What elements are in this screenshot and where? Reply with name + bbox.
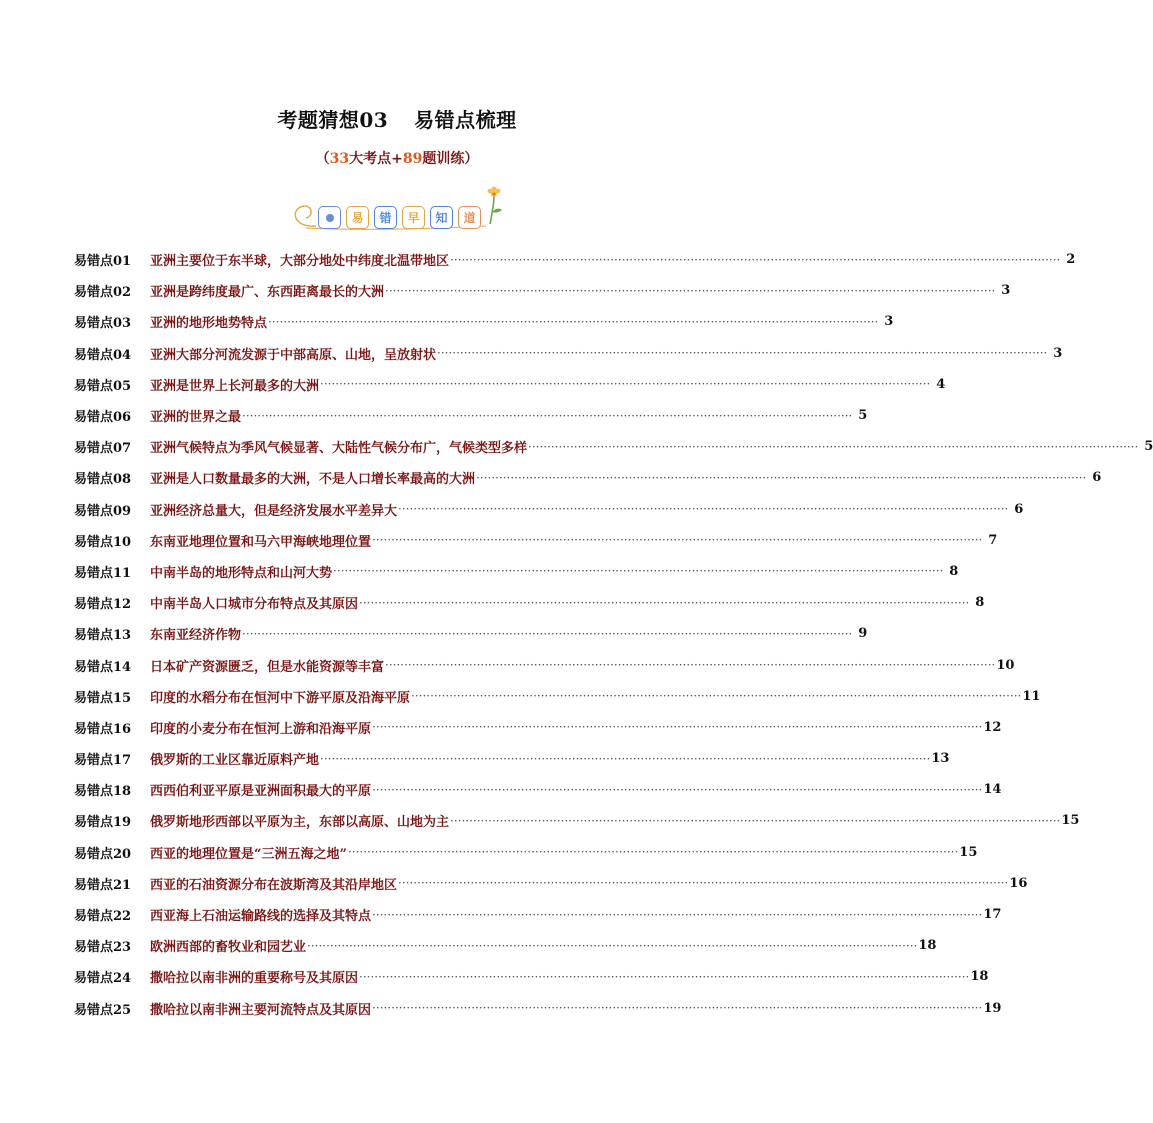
toc-entry-title[interactable]: 亚洲是人口数量最多的大洲，不是人口增长率最高的大洲 [150,472,476,488]
flower-icon [488,187,502,224]
subtitle-open: （ [315,151,330,167]
badge-char: 知 [430,206,453,229]
badge-char: 道 [458,206,481,229]
toc-entry-title[interactable]: 西亚海上石油运输路线的选择及其特点 [150,909,372,925]
toc-leader-dots: ································································································································································ [320,751,931,766]
toc-entry-title[interactable]: 亚洲经济总量大，但是经济发展水平差异大 [150,503,398,519]
toc-leader-dots: ································································································································································ [372,533,983,548]
title-right: 易错点梳理 [414,108,517,132]
toc-entry-page: 14 [983,782,1002,798]
toc-entry-page: 19 [983,1000,1002,1016]
toc-entry[interactable] [74,462,1102,493]
toc-leader-dots: ································································································································································ [242,408,853,423]
toc-entry[interactable] [74,993,1002,1024]
toc-leader-dots: ································································································································································ [476,470,1087,485]
toc-entry[interactable] [74,868,1028,899]
toc-entry[interactable] [74,244,1076,275]
toc-entry-label: 易错点12 [74,597,132,613]
toc-entry-title[interactable]: 亚洲的世界之最 [150,410,242,426]
toc-entry-label: 易错点22 [74,909,132,925]
toc-leader-dots: ································································································································································ [411,689,1022,704]
badge-char: 易 [346,206,369,229]
toc-entry-title[interactable]: 中南半岛人口城市分布特点及其原因 [150,597,359,613]
toc-entry-label: 易错点24 [74,971,132,987]
toc-leader-dots: ································································································································································ [320,377,931,392]
toc-entry-page: 7 [988,532,998,548]
toc-entry-title[interactable]: 亚洲是世界上长河最多的大洲 [150,378,320,394]
toc-entry-title[interactable]: 亚洲主要位于东半球，大部分地处中纬度北温带地区 [150,254,450,270]
toc-entry-label: 易错点25 [74,1002,132,1018]
toc-entry-page: 6 [1092,470,1102,486]
toc-entry-page: 17 [983,907,1002,923]
toc-entry-label: 易错点18 [74,784,132,800]
toc-entry-page: 12 [983,719,1002,735]
toc-entry-page: 6 [1014,501,1024,517]
toc-entry[interactable] [74,774,1002,805]
toc-entry-page: 2 [1066,252,1076,268]
toc-entry[interactable] [74,369,946,400]
page-title [0,104,794,133]
toc-entry[interactable] [74,899,1002,930]
toc-entry-title[interactable]: 西亚的地理位置是“三洲五海之地” [150,846,347,862]
toc-entry-label: 易错点21 [74,877,132,893]
toc-leader-dots: ································································································································································ [398,502,1009,517]
toc-leader-dots: ································································································································································ [268,314,879,329]
toc-entry-page: 3 [1053,345,1063,361]
toc-entry[interactable] [74,712,1002,743]
toc-entry-title[interactable]: 印度的小麦分布在恒河上游和沿海平原 [150,721,372,737]
toc-leader-dots: ································································································································································ [242,626,853,641]
toc-entry-page: 11 [1022,688,1041,704]
toc-entry-page: 10 [996,657,1015,673]
toc-leader-dots: ································································································································································ [385,658,996,673]
toc-entry-label: 易错点19 [74,815,132,831]
toc-entry[interactable] [74,930,937,961]
toc-leader-dots: ································································································································································ [385,283,996,298]
toc-entry-label: 易错点11 [74,565,132,581]
toc-entry[interactable] [74,681,1041,712]
toc-entry-page: 15 [1061,813,1080,829]
circle-icon [326,214,334,222]
toc-leader-dots: ································································································································································ [372,1001,983,1016]
toc-entry[interactable] [74,556,959,587]
toc-entry[interactable] [74,400,868,431]
toc-entry-label: 易错点14 [74,659,132,675]
toc-entry-title[interactable]: 东南亚地理位置和马六甲海峡地理位置 [150,534,372,550]
toc-entry-label: 易错点06 [74,410,132,426]
toc-entry-page: 5 [1144,439,1153,455]
toc-leader-dots: ································································································································································ [333,564,944,579]
toc-leader-dots: ································································································································································ [450,813,1061,828]
toc-entry-label: 易错点23 [74,940,132,956]
toc-entry-title[interactable]: 俄罗斯的工业区靠近原料产地 [150,753,320,769]
toc-entry-label: 易错点10 [74,534,132,550]
toc-entry-page: 16 [1009,875,1028,891]
toc-entry-title[interactable]: 西亚的石油资源分布在波斯湾及其沿岸地区 [150,877,398,893]
toc-leader-dots: ································································································································································ [437,346,1048,361]
toc-entry[interactable] [74,306,894,337]
subtitle-mid: 大考点+ [349,151,403,167]
toc-entry[interactable] [74,494,1024,525]
toc-entry-label: 易错点20 [74,846,132,862]
toc-entry-title[interactable]: 亚洲气候特点为季风气候显著、大陆性气候分布广，气候类型多样 [150,441,528,457]
toc-entry[interactable] [74,275,1011,306]
toc-entry-label: 易错点15 [74,690,132,706]
toc-entry-title[interactable]: 东南亚经济作物 [150,628,242,644]
toc-entry-page: 15 [959,844,978,860]
page-subtitle [0,148,794,168]
badge-char: 早 [402,206,425,229]
toc-entry[interactable] [74,431,1153,462]
badge-dot-box [318,206,341,229]
toc-entry-label: 易错点01 [74,254,132,270]
table-of-contents [74,244,1153,1024]
toc-leader-dots: ································································································································································ [359,969,970,984]
toc-entry[interactable] [74,961,989,992]
toc-entry-title[interactable]: 撒哈拉以南非洲的重要称号及其原因 [150,971,359,987]
toc-entry-page: 4 [936,376,946,392]
toc-entry-label: 易错点16 [74,721,132,737]
toc-entry[interactable] [74,649,1015,680]
toc-entry-page: 8 [975,595,985,611]
toc-entry[interactable] [74,837,978,868]
badge-banner [286,186,508,232]
toc-entry-page: 3 [1001,283,1011,299]
badge-char: 错 [374,206,397,229]
toc-leader-dots: ································································································································································ [528,439,1139,454]
toc-entry-page: 3 [884,314,894,330]
toc-entry-label: 易错点17 [74,753,132,769]
toc-leader-dots: ································································································································································ [347,845,959,860]
toc-entry-title[interactable]: 亚洲的地形地势特点 [150,316,268,332]
toc-entry-title[interactable]: 亚洲是跨纬度最广、东西距离最长的大洲 [150,285,385,301]
toc-entry-page: 5 [858,408,868,424]
toc-entry-label: 易错点04 [74,347,132,363]
toc-leader-dots: ································································································································································ [372,907,983,922]
toc-entry-page: 8 [949,563,959,579]
toc-entry-title[interactable]: 撒哈拉以南非洲主要河流特点及其原因 [150,1002,372,1018]
subtitle-count-points: 33 [329,151,350,167]
toc-leader-dots: ································································································································································ [307,938,918,953]
toc-entry[interactable] [74,587,985,618]
toc-entry-page: 13 [931,751,950,767]
toc-entry-page: 18 [970,969,989,985]
toc-entry-title[interactable]: 日本矿产资源匮乏，但是水能资源等丰富 [150,659,385,675]
toc-entry-label: 易错点03 [74,316,132,332]
toc-entry-label: 易错点02 [74,285,132,301]
toc-leader-dots: ································································································································································ [372,720,983,735]
toc-entry-label: 易错点05 [74,378,132,394]
toc-entry[interactable] [74,338,1063,369]
toc-entry-page: 9 [858,626,868,642]
toc-entry-label: 易错点08 [74,472,132,488]
toc-leader-dots: ································································································································································ [450,252,1061,267]
toc-leader-dots: ································································································································································ [372,782,983,797]
toc-entry-title[interactable]: 印度的水稻分布在恒河中下游平原及沿海平原 [150,690,411,706]
subtitle-end: 题训练） [422,151,479,167]
toc-entry[interactable] [74,743,950,774]
title-left: 考题猜想03 [277,108,389,132]
toc-entry-title[interactable]: 中南半岛的地形特点和山河大势 [150,565,333,581]
toc-entry[interactable] [74,618,868,649]
toc-entry-title[interactable]: 欧洲西部的畜牧业和园艺业 [150,940,307,956]
toc-entry-page: 18 [918,938,937,954]
subtitle-count-questions: 89 [402,151,423,167]
toc-leader-dots: ································································································································································ [398,876,1009,891]
toc-entry-label: 易错点07 [74,441,132,457]
toc-entry-title[interactable]: 亚洲大部分河流发源于中部高原、山地，呈放射状 [150,347,437,363]
toc-entry-title[interactable]: 俄罗斯地形西部以平原为主，东部以高原、山地为主 [150,815,450,831]
toc-entry-title[interactable]: 西西伯利亚平原是亚洲面积最大的平原 [150,784,372,800]
toc-entry-label: 易错点09 [74,503,132,519]
toc-entry[interactable] [74,805,1080,836]
toc-entry-label: 易错点13 [74,628,132,644]
toc-leader-dots: ································································································································································ [359,595,970,610]
toc-entry[interactable] [74,525,998,556]
